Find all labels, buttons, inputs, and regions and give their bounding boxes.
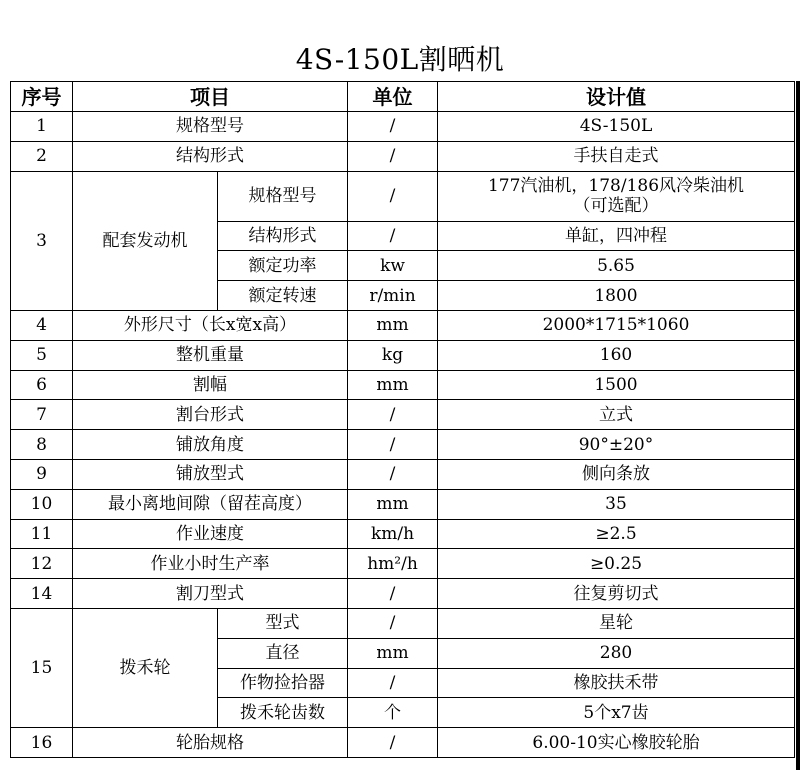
- row-value: ≥2.5: [438, 519, 795, 549]
- row-item: 外形尺寸（长x宽x高）: [73, 310, 348, 340]
- row-unit: mm: [348, 310, 438, 340]
- table-row: [11, 549, 795, 579]
- row-item: 铺放角度: [73, 430, 348, 460]
- row-unit: kg: [348, 340, 438, 370]
- row-item: 作业小时生产率: [73, 549, 348, 579]
- row-unit: kw: [348, 251, 438, 281]
- table-row: [11, 171, 795, 221]
- row-unit: /: [348, 430, 438, 460]
- row-subitem: 拨禾轮齿数: [218, 698, 348, 728]
- row-subitem: 规格型号: [218, 171, 348, 221]
- row-subitem: 直径: [218, 638, 348, 668]
- row-unit: /: [348, 728, 438, 758]
- table-row: [11, 340, 795, 370]
- row-group: 拨禾轮: [73, 608, 218, 727]
- row-no: 4: [11, 310, 73, 340]
- row-unit: mm: [348, 489, 438, 519]
- row-value: 星轮: [438, 608, 795, 638]
- row-no: 2: [11, 141, 73, 171]
- table-row: [11, 579, 795, 609]
- header-value: 设计值: [438, 82, 795, 112]
- table-row: [11, 608, 795, 638]
- row-subitem: 型式: [218, 608, 348, 638]
- row-value: 往复剪切式: [438, 579, 795, 609]
- table-row: [11, 489, 795, 519]
- table-row: [11, 430, 795, 460]
- row-unit: 个: [348, 698, 438, 728]
- table-row: [11, 728, 795, 758]
- table-header-row: [11, 82, 795, 112]
- row-item: 割刀型式: [73, 579, 348, 609]
- row-no: 8: [11, 430, 73, 460]
- row-unit: mm: [348, 638, 438, 668]
- row-no: 12: [11, 549, 73, 579]
- row-value: ≥0.25: [438, 549, 795, 579]
- row-no: 16: [11, 728, 73, 758]
- row-item: 铺放型式: [73, 459, 348, 489]
- row-subitem: 作物捡拾器: [218, 668, 348, 698]
- row-no: 1: [11, 112, 73, 142]
- table-row: [11, 141, 795, 171]
- row-value: 2000*1715*1060: [438, 310, 795, 340]
- table-row: [11, 459, 795, 489]
- row-group: 配套发动机: [73, 171, 218, 310]
- row-unit: /: [348, 459, 438, 489]
- row-no: 14: [11, 579, 73, 609]
- table-row: [11, 310, 795, 340]
- row-unit: /: [348, 579, 438, 609]
- row-value: 手扶自走式: [438, 141, 795, 171]
- row-unit: /: [348, 112, 438, 142]
- row-value: 1800: [438, 281, 795, 311]
- row-no: 5: [11, 340, 73, 370]
- row-no: 7: [11, 400, 73, 430]
- row-item: 规格型号: [73, 112, 348, 142]
- row-unit: /: [348, 400, 438, 430]
- page-title: 4S-150L割晒机: [295, 43, 505, 76]
- row-unit: /: [348, 221, 438, 251]
- row-unit: /: [348, 171, 438, 221]
- row-item: 轮胎规格: [73, 728, 348, 758]
- header-no: 序号: [11, 82, 73, 112]
- row-value: 1500: [438, 370, 795, 400]
- header-item: 项目: [73, 82, 348, 112]
- page-edge-divider: [796, 81, 800, 770]
- row-item: 割台形式: [73, 400, 348, 430]
- row-item: 整机重量: [73, 340, 348, 370]
- row-unit: r/min: [348, 281, 438, 311]
- row-no: 6: [11, 370, 73, 400]
- row-subitem: 额定功率: [218, 251, 348, 281]
- row-value: 橡胶扶禾带: [438, 668, 795, 698]
- row-subitem: 结构形式: [218, 221, 348, 251]
- row-no: 10: [11, 489, 73, 519]
- row-no: 3: [11, 171, 73, 310]
- table-row: [11, 370, 795, 400]
- row-value: 4S-150L: [438, 112, 795, 142]
- table-row: [11, 400, 795, 430]
- row-value: 160: [438, 340, 795, 370]
- row-no: 9: [11, 459, 73, 489]
- row-item: 最小离地间隙（留茬高度）: [73, 489, 348, 519]
- row-value: 5个x7齿: [438, 698, 795, 728]
- table-row: [11, 112, 795, 142]
- row-value: 90°±20°: [438, 430, 795, 460]
- row-unit: /: [348, 141, 438, 171]
- row-no: 11: [11, 519, 73, 549]
- row-unit: /: [348, 608, 438, 638]
- header-unit: 单位: [348, 82, 438, 112]
- row-item: 割幅: [73, 370, 348, 400]
- row-unit: /: [348, 668, 438, 698]
- row-value: 侧向条放: [438, 459, 795, 489]
- table-row: [11, 519, 795, 549]
- spec-table: [10, 81, 795, 758]
- row-item: 结构形式: [73, 141, 348, 171]
- row-value: 177汽油机，178/186风冷柴油机（可选配）: [438, 171, 795, 221]
- row-unit: mm: [348, 370, 438, 400]
- row-item: 作业速度: [73, 519, 348, 549]
- row-subitem: 额定转速: [218, 281, 348, 311]
- row-value: 6.00-10实心橡胶轮胎: [438, 728, 795, 758]
- row-value: 35: [438, 489, 795, 519]
- row-unit: hm²/h: [348, 549, 438, 579]
- row-unit: km/h: [348, 519, 438, 549]
- row-no: 15: [11, 608, 73, 727]
- row-value: 单缸，四冲程: [438, 221, 795, 251]
- row-value: 280: [438, 638, 795, 668]
- row-value: 5.65: [438, 251, 795, 281]
- row-value: 立式: [438, 400, 795, 430]
